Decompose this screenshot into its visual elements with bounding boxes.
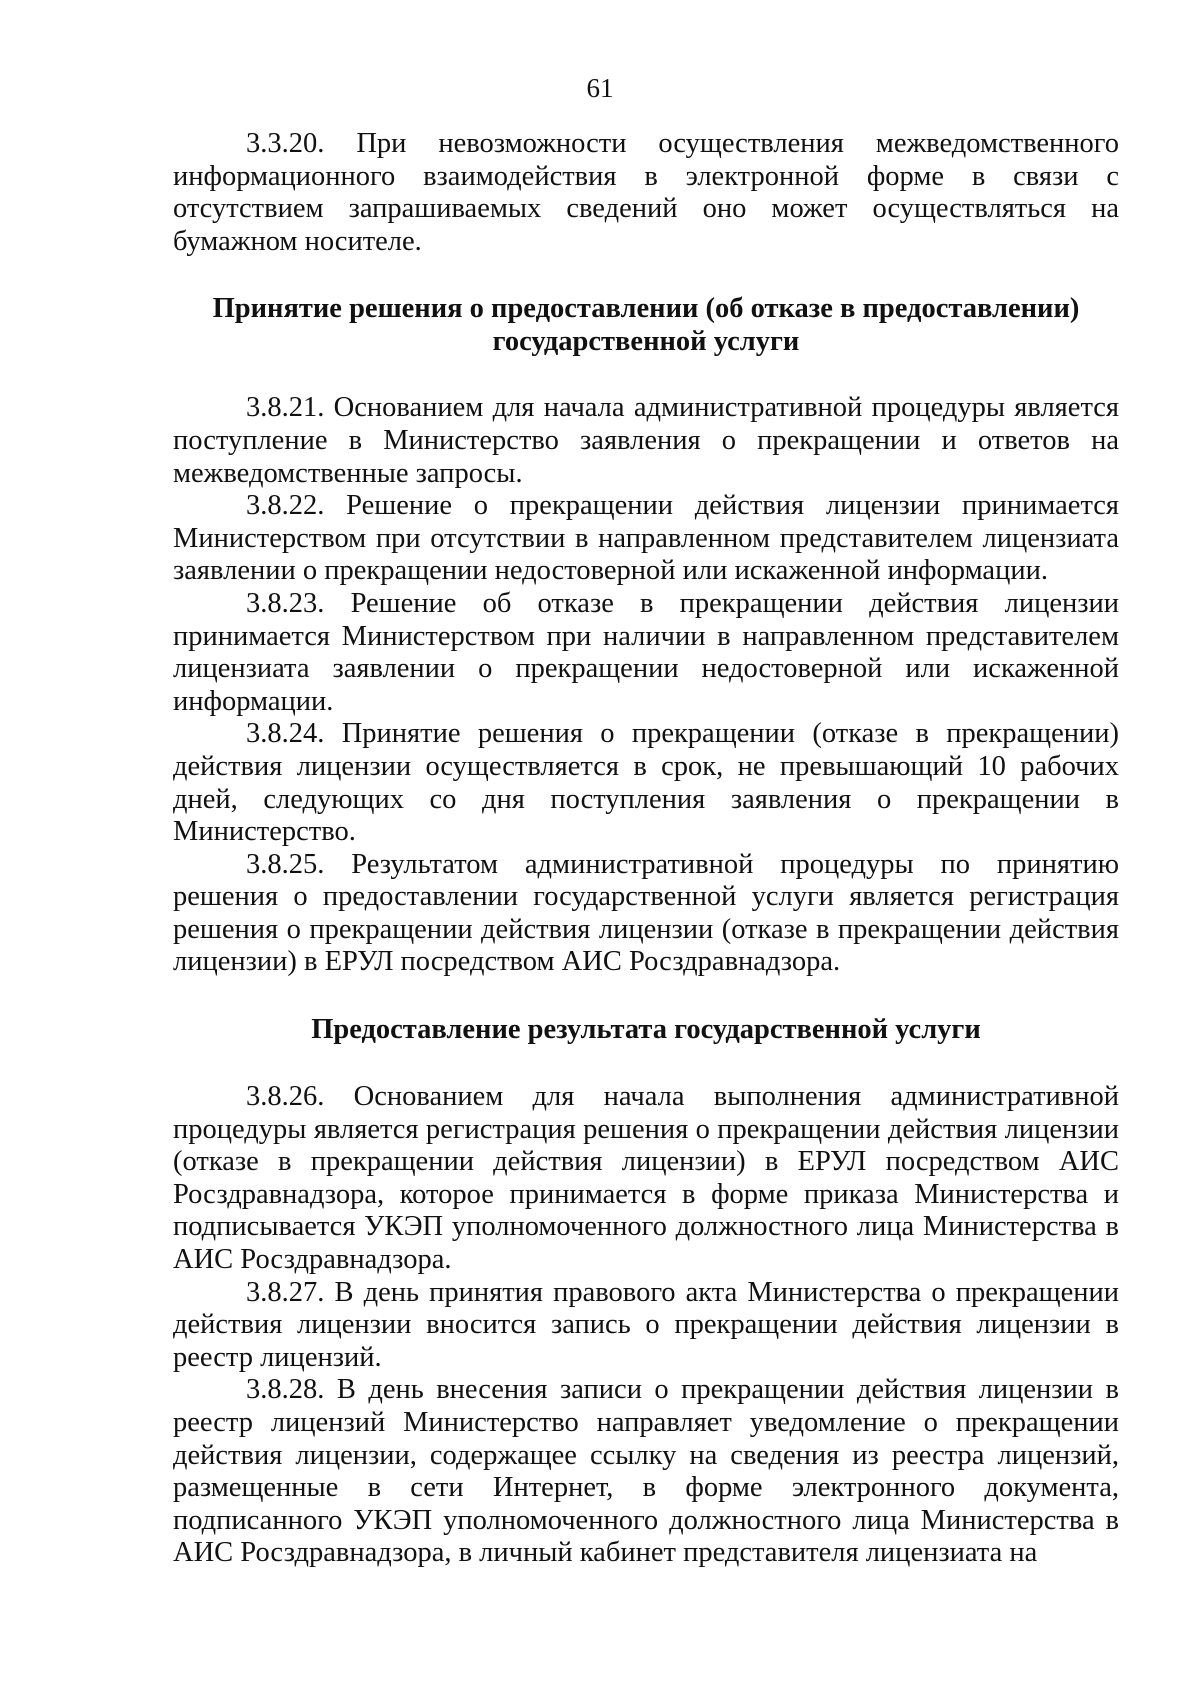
paragraph-3-8-21 [173, 392, 1119, 490]
paragraph-number: 3.8.21. [246, 392, 325, 424]
section-heading-decision [173, 292, 1119, 358]
paragraph-text: При невозможности осуществления межведомственного информационного взаимодействия в электронной форме в связи с отсутствием запрашиваемых сведений оно может осуществляться на бумажном носителе. [173, 128, 1120, 257]
paragraph-text: Решение о прекращении действия лицензии принимается Министерством при отсутствии в направленном представителем лицензиата заявлении о прекращении недостоверной или искаженной информации. [173, 490, 1120, 587]
paragraph-text: В день внесения записи о прекращении действия лицензии в реестр лицензий Министерство направляет уведомление о прекращении действия лицензии, содержащее ссылку на сведения из реестра лицензий, размещенные в сети Интернет, в форме электронного документа, подписанного УКЭП уполномоченного должностного лица Министерства в АИС Росздравнадзора, в личный кабинет представителя лицензиата на [173, 1374, 1119, 1569]
paragraph-3-8-22 [173, 490, 1119, 588]
paragraph-3-3-20 [173, 128, 1119, 258]
paragraph-text: Результатом административной процедуры по принятию решения о предоставлении государственной услуги является регистрация решения о прекращении действия лицензии (отказе в прекращении действия лицензии) в ЕРУЛ посредством АИС Росздравнадзора. [173, 848, 1119, 978]
paragraph-number: 3.8.24. [246, 718, 325, 750]
paragraph-number: 3.8.26. [246, 1081, 325, 1113]
paragraph-number: 3.8.28. [246, 1374, 325, 1406]
heading-line-1: Принятие решения о предоставлении (об отказе в предоставлении) [212, 293, 1080, 325]
section-heading-result: Предоставление результата государственной услуги [311, 1014, 981, 1046]
paragraph-text: В день принятия правового акта Министерства о прекращении действия лицензии вносится запись о прекращении действия лицензии в реестр лицензий. [173, 1276, 1119, 1373]
paragraph-number: 3.8.22. [246, 490, 325, 522]
paragraph-number: 3.8.25. [246, 848, 325, 880]
paragraph-number: 3.3.20. [246, 128, 325, 159]
heading-line-2: государственной услуги [492, 326, 800, 358]
paragraph-text: Принятие решения о прекращении (отказе в прекращении) действия лицензии осуществляется в срок, не превышающий 10 рабочих дней, следующих со дня поступления заявления о прекращении в Министерство. [173, 718, 1120, 848]
paragraph-3-8-28 [173, 1374, 1119, 1570]
paragraph-text: Основанием для начала выполнения административной процедуры является регистрация решения о прекращении действия лицензии (отказе в прекращении действия лицензии) в ЕРУЛ посредством АИС Росздравнадзора, которое принимается в форме приказа Министерства и подписывается УКЭП уполномоченного должностного лица Министерства в АИС Росздравнадзора. [173, 1081, 1119, 1276]
paragraph-text: Решение об отказе в прекращении действия лицензии принимается Министерством при наличии в направленном представителем лицензиата заявлении о прекращении недостоверной или искаженной информации. [173, 587, 1119, 717]
paragraph-3-8-26 [173, 1081, 1119, 1277]
paragraph-3-8-25 [173, 849, 1119, 979]
paragraph-number: 3.8.27. [246, 1276, 325, 1308]
page-number: 61 [586, 73, 614, 103]
paragraph-3-8-27 [173, 1277, 1119, 1375]
paragraph-3-8-24 [173, 718, 1119, 848]
paragraph-3-8-23 [173, 588, 1119, 718]
paragraph-text: Основанием для начала административной процедуры является поступление в Министерство заявления о прекращении и ответов на межведомственные запросы. [173, 392, 1120, 489]
document-body [173, 128, 1119, 1570]
paragraph-number: 3.8.23. [246, 587, 325, 619]
